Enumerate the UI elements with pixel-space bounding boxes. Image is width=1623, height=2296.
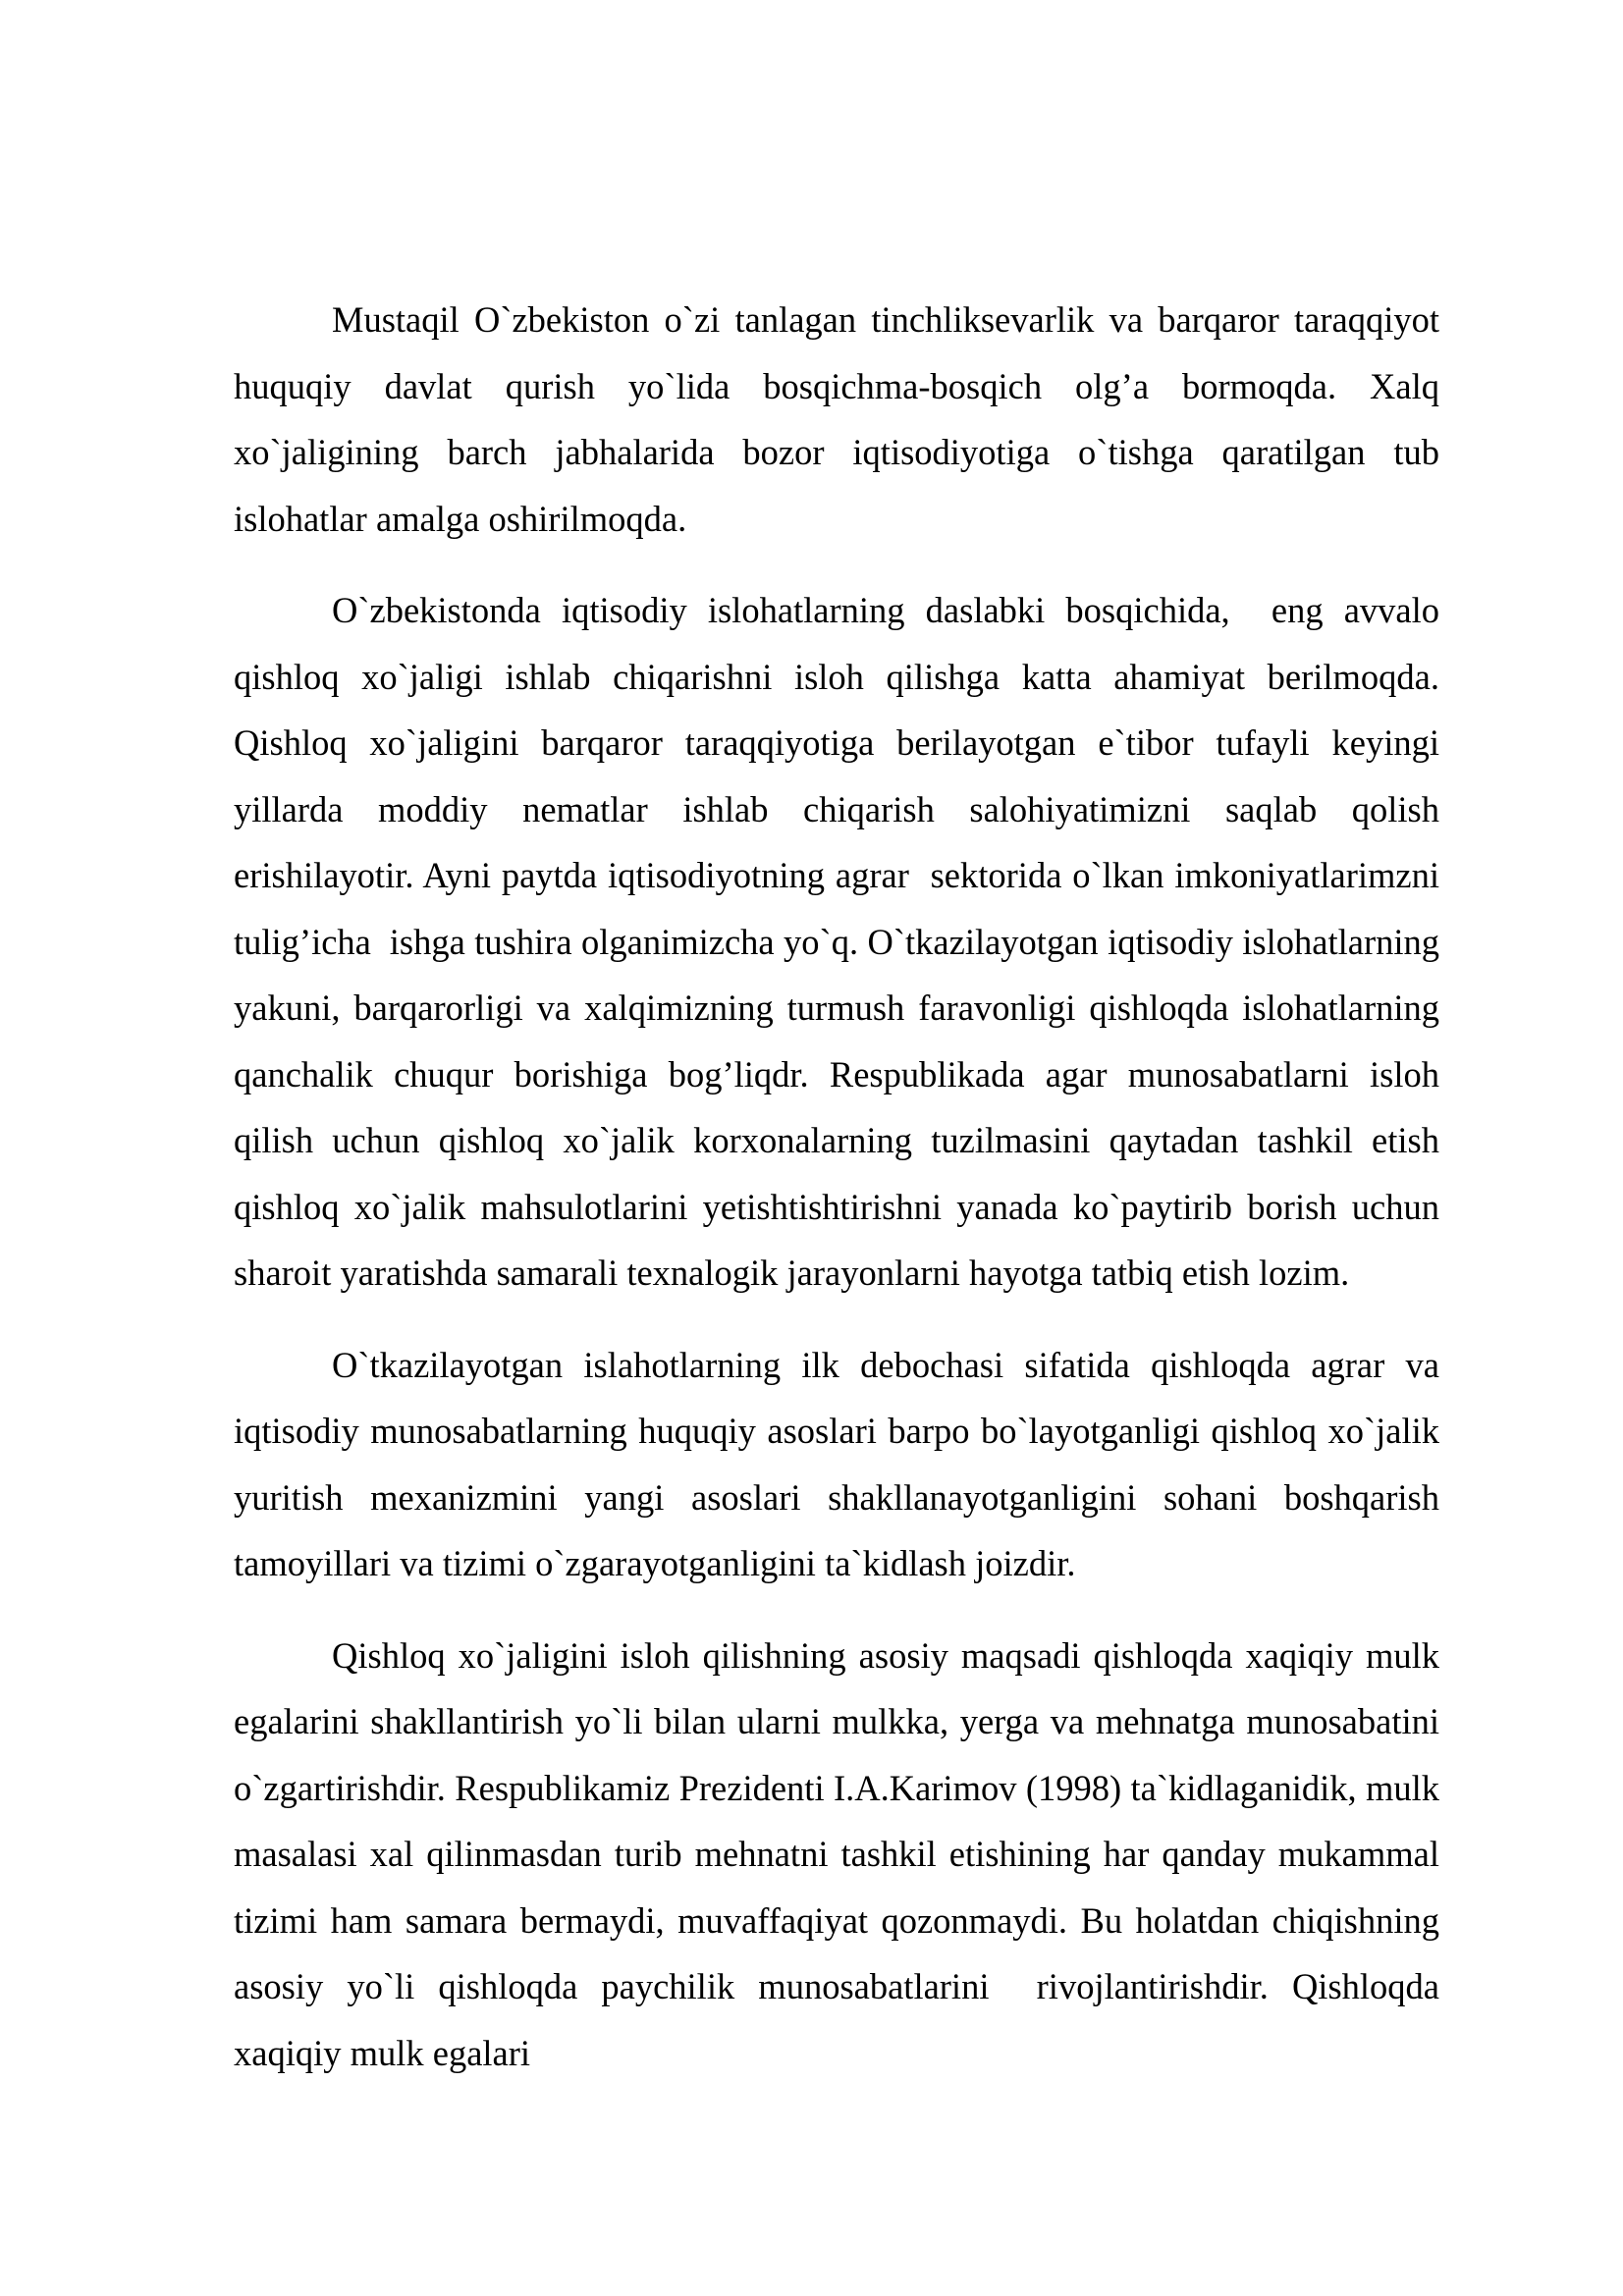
document-body: [234, 287, 1449, 2111]
paragraph-2: O`zbekistonda iqtisodiy islohatlarning daslabki bosqichida, eng avvalo qishloq xo`jaligi ishlab chiqarishni isloh qilishga katta ahamiyat berilmoqda. Qishloq xo`jaligini barqaror taraqqiyotiga berilayotgan e`tibor tufayli keyingi yillarda moddiy nematlar ishlab chiqarish salohiyatimizni saqlab qolish erishilayotir. Ayni paytda iqtisodiyotning agrar sektorida o`lkan imkoniyatlarimzni tulig’icha ishga tushira olganimizcha yo`q. O`tkazilayotgan iqtisodiy islohatlarning yakuni, barqarorligi va xalqimizning turmush faravonligi qishloqda islohatlarning qanchalik chuqur borishiga bog’liqdr. Respublikada agar munosabatlarni isloh qilish uchun qishloq xo`jalik korxonalarning tuzilmasini qaytadan tashkil etish qishloq xo`jalik mahsulotlarini yetishtishtirishni yanada ko`paytirib borish uchun sharoit yaratishda samarali texnalogik jarayonlarni hayotga tatbiq etish lozim.: [234, 590, 1449, 1293]
paragraph-3: O`tkazilayotgan islahotlarning ilk debochasi sifatida qishloqda agrar va iqtisodiy munosabatlarning huquqiy asoslari barpo bo`layotganligi qishloq xo`jalik yuritish mexanizmini yangi asoslari shakllanayotganligini sohani boshqarish tamoyillari va tizimi o`zgarayotganligini ta`kidlash joizdir.: [234, 1344, 1449, 1583]
paragraph-4: Qishloq xo`jaligini isloh qilishning asosiy maqsadi qishloqda xaqiqiy mulk egalarini shakllantirish yo`li bilan ularni mulkka, yerga va mehnatga munosabatini o`zgartirishdir. Respublikamiz Prezidenti I.A.Karimov (1998) ta`kidlaganidik, mulk masalasi xal qilinmasdan turib mehnatni tashkil etishining har qanday mukammal tizimi ham samara bermaydi, muvaffaqiyat qozonmaydi. Bu holatdan chiqishning asosiy yo`li qishloqda paychilik munosabatlarini rivojlantirishdir. Qishloqda xaqiqiy mulk egalari: [234, 1634, 1449, 2073]
paragraph-1: Mustaqil O`zbekiston o`zi tanlagan tinchliksevarlik va barqaror taraqqiyot huquqiy davlat qurish yo`lida bosqichma-bosqich olg’a bormoqda. Xalq xo`jaligining barch jabhalarida bozor iqtisodiyotiga o`tishga qaratilgan tub islohatlar amalga oshirilmoqda.: [234, 299, 1449, 539]
